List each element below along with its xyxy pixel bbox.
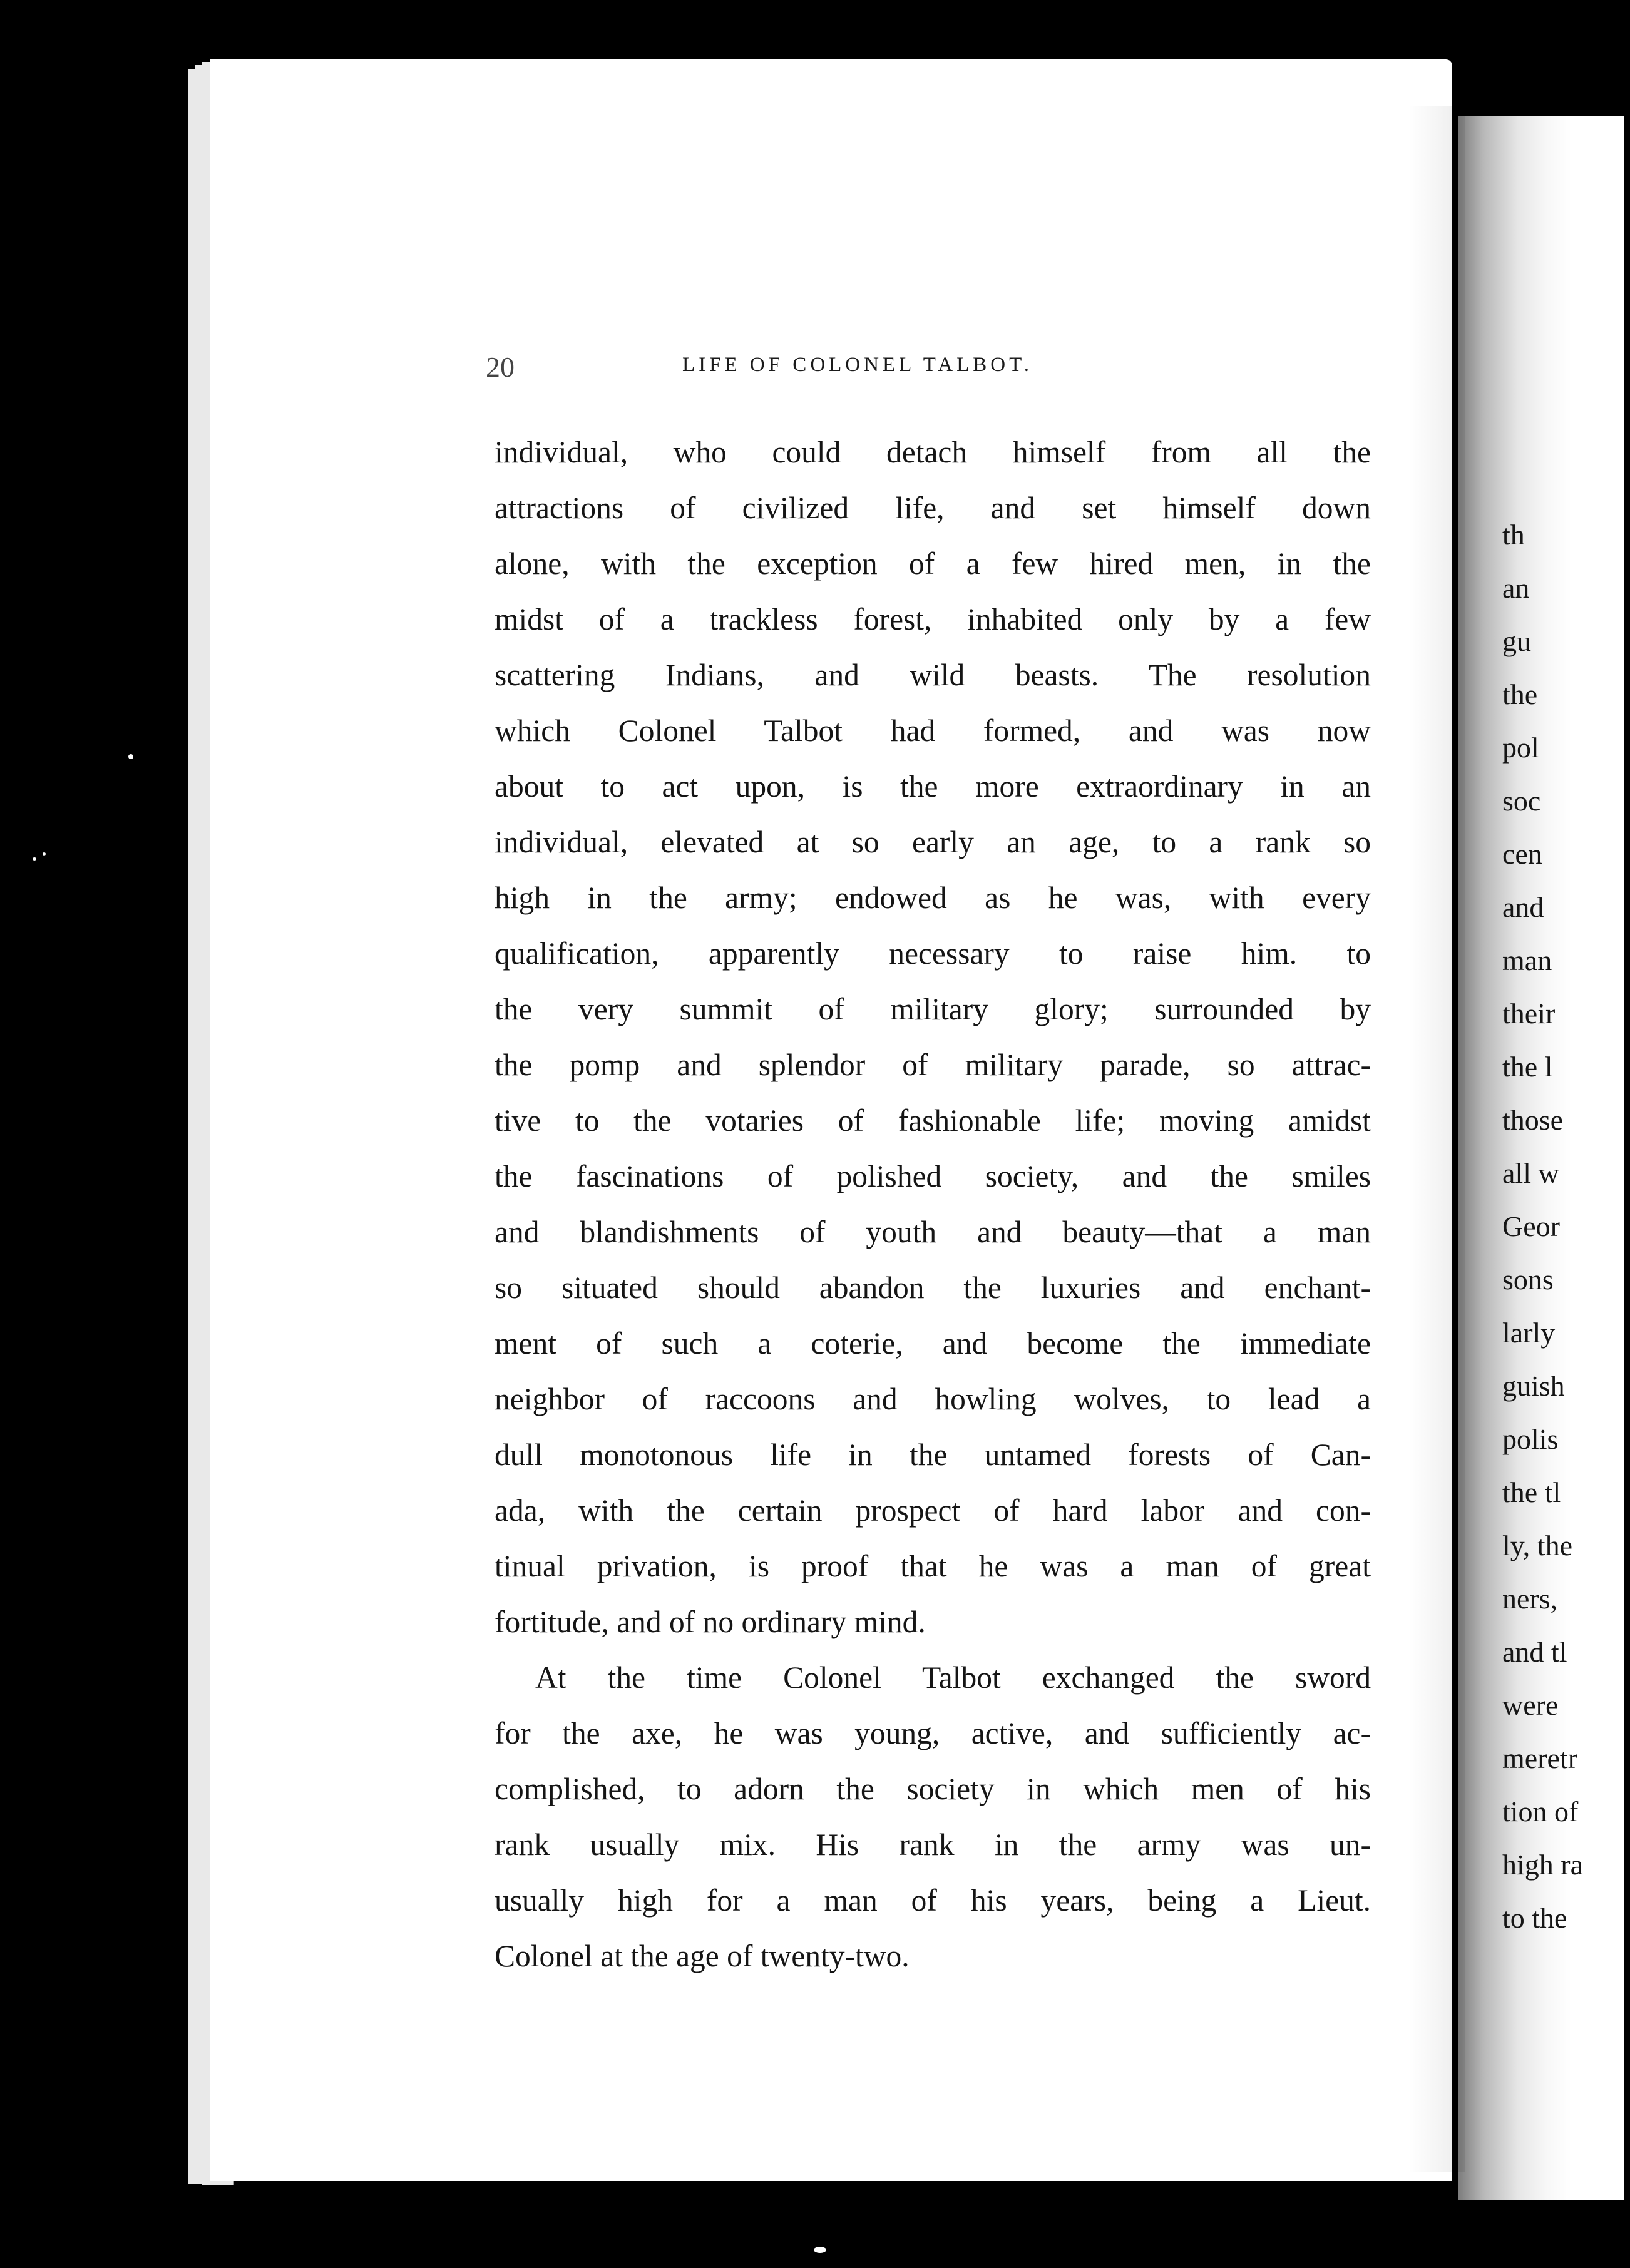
scan-speck xyxy=(814,2247,826,2253)
text-line: so situated should abandon the luxuries and enchant- xyxy=(495,1270,1371,1305)
text-line: ada, with the certain prospect of hard labor and con- xyxy=(495,1493,1371,1528)
facing-page-line: high ra xyxy=(1502,1849,1584,1881)
facing-page-line: all w xyxy=(1502,1157,1559,1189)
text-line: tive to the votaries of fashionable life; moving amidst xyxy=(495,1103,1371,1138)
text-line: midst of a trackless forest, inhabited only by a few xyxy=(495,602,1371,636)
facing-page-line: ners, xyxy=(1502,1583,1558,1615)
text-line: fortitude, and of no ordinary mind. xyxy=(495,1605,926,1639)
text-line: the very summit of military glory; surrounded by xyxy=(495,992,1371,1026)
facing-page-line: tion of xyxy=(1502,1796,1579,1827)
page-body-text xyxy=(495,424,1371,1984)
facing-page-line: man xyxy=(1502,944,1552,976)
facing-page-line: the l xyxy=(1502,1051,1553,1083)
running-head: LIFE OF COLONEL TALBOT. xyxy=(682,354,1033,376)
text-line: ment of such a coterie, and become the immediate xyxy=(495,1326,1371,1361)
text-line: Colonel at the age of twenty-two. xyxy=(495,1939,910,1973)
facing-page-text xyxy=(1502,508,1627,1944)
scan-speck xyxy=(128,754,133,759)
text-line: tinual privation, is proof that he was a man of great xyxy=(495,1549,1371,1583)
text-line: for the axe, he was young, active, and sufficiently ac- xyxy=(495,1716,1371,1750)
scan-speck xyxy=(218,1727,222,1746)
facing-page-line: gu xyxy=(1502,625,1531,657)
facing-page-line: polis xyxy=(1502,1423,1559,1455)
text-line: usually high for a man of his years, being a Lieut. xyxy=(495,1883,1371,1918)
facing-page-line: soc xyxy=(1502,785,1541,817)
text-line: attractions of civilized life, and set himself down xyxy=(495,491,1371,525)
facing-page-line: meretr xyxy=(1502,1742,1578,1774)
text-line: individual, elevated at so early an age, to a rank so xyxy=(495,825,1371,859)
facing-page-line: sons xyxy=(1502,1264,1554,1295)
text-line: high in the army; endowed as he was, with every xyxy=(495,881,1371,915)
page-number: 20 xyxy=(486,351,515,383)
scan-speck xyxy=(43,852,46,856)
text-line: neighbor of raccoons and howling wolves, to lead a xyxy=(495,1382,1371,1416)
facing-page-line: ly, the xyxy=(1502,1530,1572,1561)
facing-page-line: those xyxy=(1502,1104,1564,1136)
text-line: individual, who could detach himself from all the xyxy=(495,435,1371,469)
text-line: At the time Colonel Talbot exchanged the sword xyxy=(535,1660,1371,1695)
text-line: which Colonel Talbot had formed, and was now xyxy=(495,713,1371,748)
facing-page-line: cen xyxy=(1502,838,1542,870)
facing-page-line: Geor xyxy=(1502,1210,1560,1242)
facing-page-line: were xyxy=(1502,1689,1559,1721)
text-line: the fascinations of polished society, and the smiles xyxy=(495,1159,1371,1193)
facing-page-line: an xyxy=(1502,572,1530,604)
facing-page-line: pol xyxy=(1502,732,1539,764)
facing-page-line: to the xyxy=(1502,1902,1567,1934)
facing-page-line: larly xyxy=(1502,1317,1556,1349)
text-line: the pomp and splendor of military parade, so attrac- xyxy=(495,1048,1371,1082)
facing-page-line: and xyxy=(1502,891,1544,923)
facing-page-line: the tl xyxy=(1502,1476,1561,1508)
scan-speck xyxy=(33,857,36,861)
facing-page-line: guish xyxy=(1502,1370,1565,1402)
text-line: rank usually mix. His rank in the army was un- xyxy=(495,1827,1371,1862)
text-line: dull monotonous life in the untamed forests of Can- xyxy=(495,1438,1371,1472)
text-line: and blandishments of youth and beauty—that a man xyxy=(495,1215,1371,1249)
page-gutter-shadow xyxy=(1408,106,1465,2172)
facing-page-line: their xyxy=(1502,998,1556,1029)
text-line: alone, with the exception of a few hired men, in the xyxy=(495,546,1371,581)
facing-page-line: th xyxy=(1502,519,1525,551)
text-line: about to act upon, is the more extraordinary in an xyxy=(495,769,1371,804)
facing-page-line: the xyxy=(1502,678,1538,710)
text-line: scattering Indians, and wild beasts. The resolution xyxy=(495,658,1371,692)
text-line: complished, to adorn the society in which men of his xyxy=(495,1772,1371,1806)
facing-page-line: and tl xyxy=(1502,1636,1567,1668)
text-line: qualification, apparently necessary to raise him. to xyxy=(495,936,1371,971)
